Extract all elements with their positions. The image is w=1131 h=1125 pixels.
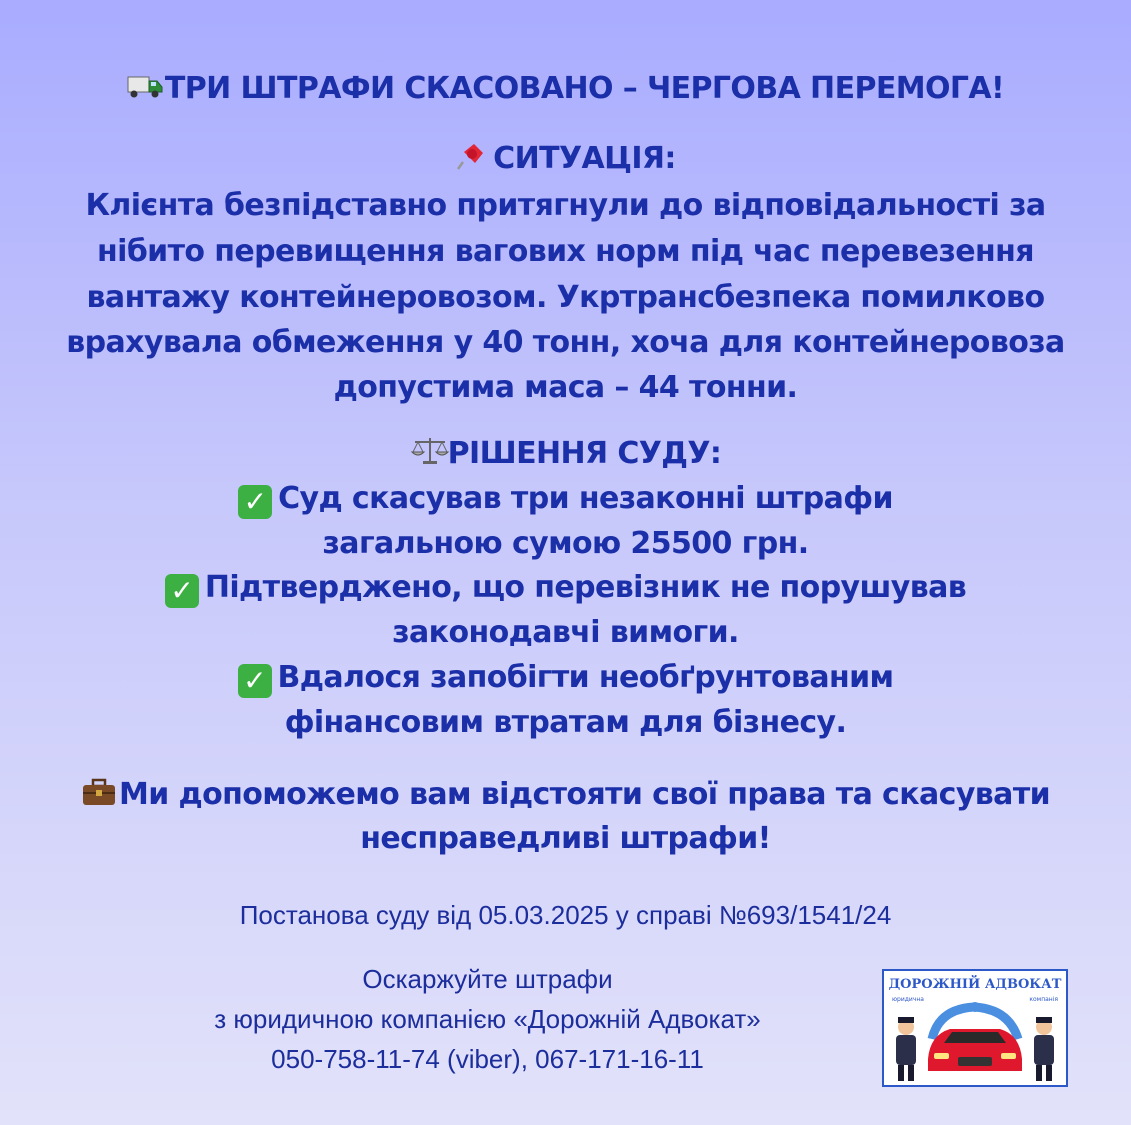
decision-item-1-line-2: загальною сумою 25500 грн. — [322, 526, 809, 561]
headline-text: ТРИ ШТРАФИ СКАСОВАНО – ЧЕРГОВА ПЕРЕМОГА! — [164, 71, 1005, 106]
decision-item-1-line-1: Суд скасував три незаконні штрафи — [278, 481, 893, 516]
check-mark-icon: ✓ — [165, 574, 199, 608]
decision-item-2-line-1: Підтверджено, що перевізник не порушував — [204, 570, 967, 605]
situation-line-4: врахувала обмеження у 40 тонн, хоча для контейнеровоза — [66, 325, 1065, 360]
cta-line-1-text: Ми допоможемо вам відстояти свої права та скасувати — [118, 777, 1051, 812]
decision-item-3-line-1: Вдалося запобігти необґрунтованим — [277, 660, 894, 695]
pushpin-icon — [455, 140, 487, 172]
decision-heading — [0, 435, 1131, 471]
logo-title: ДОРОЖНІЙ АДВОКАТ — [888, 977, 1062, 992]
situation-line-1: Клієнта безпідставно притягнули до відповідальності за — [85, 188, 1046, 223]
contact-line-2: з юридичною компанією «Дорожній Адвокат» — [214, 1004, 761, 1034]
decision-item-3 — [0, 660, 1131, 698]
company-logo — [882, 969, 1068, 1087]
headline — [0, 70, 1131, 106]
situation-line-3: вантажу контейнеровозом. Укртрансбезпека помилково — [86, 280, 1045, 315]
situation-heading — [0, 140, 1131, 176]
decision-item-2-line-2: законодавчі вимоги. — [392, 615, 739, 650]
logo-subtitle-left: юридична — [892, 996, 924, 1003]
situation-line-2: нібито перевищення вагових норм під час перевезення — [97, 234, 1034, 269]
cta-line-1 — [0, 776, 1131, 812]
decision-item-3-line-2: фінансовим втратам для бізнесу. — [284, 705, 847, 740]
decision-heading-text: РІШЕННЯ СУДУ: — [447, 436, 722, 471]
contact-line-1: Оскаржуйте штрафи — [362, 964, 613, 994]
situation-heading-text: СИТУАЦІЯ: — [493, 141, 676, 176]
situation-line-5: допустима маса – 44 тонни. — [333, 370, 798, 405]
decision-item-1 — [0, 481, 1131, 519]
check-mark-icon: ✓ — [238, 664, 272, 698]
contact-phones: 050-758-11-74 (viber), 067-171-16-11 — [271, 1044, 704, 1074]
check-mark-icon: ✓ — [238, 485, 272, 519]
briefcase-icon — [81, 776, 113, 808]
truck-icon — [127, 70, 159, 102]
logo-subtitle-right: компанія — [1029, 996, 1058, 1003]
logo-car-illustration — [884, 1001, 1066, 1085]
scales-icon — [410, 435, 442, 467]
cta-line-2: несправедливі штрафи! — [360, 821, 771, 856]
decision-item-2 — [0, 570, 1131, 608]
court-reference: Постанова суду від 05.03.2025 у справі №693/1541/24 — [239, 900, 892, 930]
